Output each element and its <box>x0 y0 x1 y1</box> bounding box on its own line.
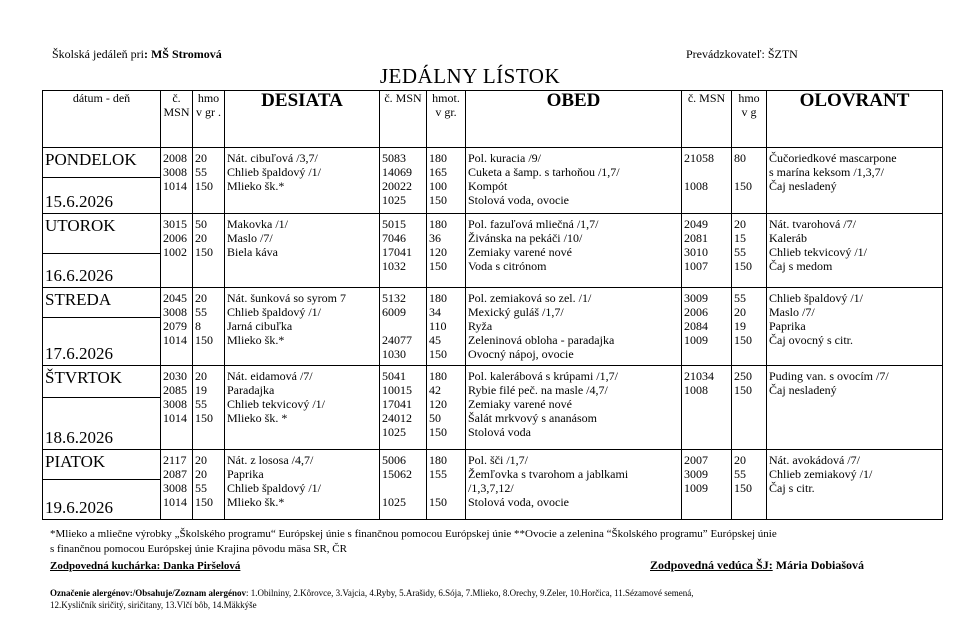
obed-msn-line: 5132 <box>382 291 406 305</box>
desiata-msn-line: 3008 <box>163 165 187 179</box>
desiata-items-line: Chlieb špaldový /1/ <box>227 305 321 319</box>
obed-msn-line <box>382 319 424 333</box>
olovrant-msn-line: 2084 <box>684 319 708 333</box>
olovrant-msn-codes <box>682 366 732 450</box>
desiata-weights <box>193 288 225 366</box>
desiata-msn-codes <box>161 148 193 214</box>
olovrant-items-line: Čučoriedkové mascarpone <box>769 151 897 165</box>
day-row <box>43 214 943 254</box>
olovrant-msn-line: 21058 <box>684 151 714 165</box>
olovrant-msn-line: 2081 <box>684 231 708 245</box>
desiata-items <box>225 288 380 366</box>
olovrant-w-line: 20 <box>734 453 746 467</box>
obed-weights <box>427 148 466 214</box>
olovrant-items <box>767 214 943 288</box>
obed-msn-line: 20022 <box>382 179 412 193</box>
desiata-items <box>225 148 380 214</box>
desiata-items-line: Biela káva <box>227 245 278 259</box>
olovrant-weights <box>732 450 767 520</box>
olovrant-msn-line: 1008 <box>684 383 708 397</box>
obed-w-line: 36 <box>429 231 441 245</box>
olovrant-w-line: 250 <box>734 369 752 383</box>
olovrant-w-line <box>734 165 764 179</box>
olovrant-msn-line: 2049 <box>684 217 708 231</box>
responsible-manager: Zodpovedná vedúca ŠJ: Mária Dobiašová <box>650 558 865 572</box>
olovrant-items <box>767 366 943 450</box>
obed-msn-line: 14069 <box>382 165 412 179</box>
desiata-items-line: Makovka /1/ <box>227 217 288 231</box>
obed-msn-codes <box>380 214 427 288</box>
desiata-msn-line: 2008 <box>163 151 187 165</box>
desiata-msn-line: 2030 <box>163 369 187 383</box>
olovrant-items-line: Chlieb špaldový /1/ <box>769 291 863 305</box>
desiata-weights <box>193 214 225 288</box>
obed-items <box>466 148 682 214</box>
obed-w-line: 180 <box>429 369 447 383</box>
desiata-items-line: Mlieko šk.* <box>227 495 285 509</box>
obed-items-line: Pol. kalerábová s krúpami /1,7/ <box>468 369 618 383</box>
desiata-msn-codes <box>161 450 193 520</box>
desiata-weights <box>193 366 225 450</box>
obed-msn-codes <box>380 450 427 520</box>
desiata-msn-line: 2045 <box>163 291 187 305</box>
col-olovrant: OLOVRANT <box>767 91 943 148</box>
desiata-items-line: Nát. z lososa /4,7/ <box>227 453 314 467</box>
obed-items <box>466 288 682 366</box>
obed-msn-line: 1032 <box>382 259 406 273</box>
obed-msn-line: 1030 <box>382 347 406 361</box>
col-weight-2: hmot. v gr. <box>427 91 466 148</box>
desiata-msn-codes <box>161 366 193 450</box>
olovrant-msn-line: 3010 <box>684 245 708 259</box>
obed-msn-line: 7046 <box>382 231 406 245</box>
obed-msn-line: 6009 <box>382 305 406 319</box>
obed-w-line: 180 <box>429 291 447 305</box>
olovrant-items-line: Kaleráb <box>769 231 807 245</box>
col-weight-1: hmo v gr . <box>193 91 225 148</box>
olovrant-items-line: Paprika <box>769 319 806 333</box>
day-name: UTOROK <box>43 214 161 254</box>
olovrant-msn-codes <box>682 288 732 366</box>
footnote-2: s finančnou pomocou Európskej únie Krajina pôvodu mäsa SR, ČR <box>50 543 347 555</box>
obed-msn-line <box>382 481 424 495</box>
olovrant-w-line: 15 <box>734 231 746 245</box>
olovrant-weights <box>732 288 767 366</box>
obed-msn-line: 24077 <box>382 333 412 347</box>
desiata-items-line: Mlieko šk.* <box>227 179 285 193</box>
desiata-w-line: 150 <box>195 333 213 347</box>
desiata-w-line: 20 <box>195 453 207 467</box>
obed-items-line: Stolová voda <box>468 425 531 439</box>
day-row <box>43 366 943 398</box>
desiata-msn-line: 3008 <box>163 305 187 319</box>
desiata-msn-line: 3008 <box>163 397 187 411</box>
day-date: 16.6.2026 <box>43 254 161 288</box>
olovrant-msn-line: 1008 <box>684 179 708 193</box>
obed-items <box>466 214 682 288</box>
day-date: 17.6.2026 <box>43 318 161 366</box>
desiata-w-line: 20 <box>195 151 207 165</box>
olovrant-w-line: 150 <box>734 179 752 193</box>
obed-items-line: Pol. kuracia /9/ <box>468 151 541 165</box>
olovrant-items-line: Čaj s citr. <box>769 481 815 495</box>
obed-items-line: Zemiaky varené nové <box>468 245 572 259</box>
desiata-msn-line: 2087 <box>163 467 187 481</box>
obed-w-line: 120 <box>429 397 447 411</box>
obed-w-line: 50 <box>429 411 441 425</box>
obed-items <box>466 450 682 520</box>
olovrant-items-line: Chlieb zemiakový /1/ <box>769 467 873 481</box>
desiata-msn-line: 1014 <box>163 495 187 509</box>
menu-table <box>42 90 943 520</box>
desiata-items <box>225 214 380 288</box>
obed-items-line: Žemľovka s tvarohom a jablkami <box>468 467 629 481</box>
desiata-w-line: 55 <box>195 481 207 495</box>
desiata-msn-line: 2006 <box>163 231 187 245</box>
col-msn-2: č. MSN <box>380 91 427 148</box>
col-msn-3: č. MSN <box>682 91 732 148</box>
obed-w-line: 150 <box>429 425 447 439</box>
olovrant-msn-line: 1007 <box>684 259 708 273</box>
desiata-w-line: 150 <box>195 411 213 425</box>
desiata-items-line: Chlieb špaldový /1/ <box>227 165 321 179</box>
desiata-items-line: Jarná cibuľka <box>227 319 293 333</box>
obed-items-line: Stolová voda, ovocie <box>468 193 569 207</box>
desiata-items-line: Paradajka <box>227 383 275 397</box>
obed-items-line: Kompót <box>468 179 508 193</box>
obed-items-line: Stolová voda, ovocie <box>468 495 569 509</box>
obed-items-line: Voda s citrónom <box>468 259 547 273</box>
obed-w-line: 110 <box>429 319 447 333</box>
desiata-items-line: Nát. šunková so syrom 7 <box>227 291 346 305</box>
desiata-w-line: 20 <box>195 291 207 305</box>
desiata-weights <box>193 450 225 520</box>
olovrant-items-line: Nát. avokádová /7/ <box>769 453 860 467</box>
olovrant-msn-line: 3009 <box>684 291 708 305</box>
desiata-items-line: Mlieko šk.* <box>227 333 285 347</box>
olovrant-msn-line <box>684 165 729 179</box>
obed-items-line: Zeleninová obloha - paradajka <box>468 333 615 347</box>
desiata-w-line: 20 <box>195 467 207 481</box>
obed-msn-line: 17041 <box>382 245 412 259</box>
desiata-msn-line: 2079 <box>163 319 187 333</box>
olovrant-w-line: 55 <box>734 291 746 305</box>
obed-w-line: 120 <box>429 245 447 259</box>
day-date: 15.6.2026 <box>43 178 161 214</box>
obed-items-line: Pol. fazuľová mliečná /1,7/ <box>468 217 599 231</box>
olovrant-items-line: Čaj s medom <box>769 259 833 273</box>
page-title: JEDÁLNY LÍSTOK <box>379 64 561 88</box>
day-name: ŠTVRTOK <box>43 366 161 398</box>
obed-items-line: Ryža <box>468 319 493 333</box>
obed-items-line: /1,3,7,12/ <box>468 481 514 495</box>
obed-msn-codes <box>380 148 427 214</box>
day-row <box>43 450 943 480</box>
olovrant-w-line: 150 <box>734 481 752 495</box>
obed-msn-line: 15062 <box>382 467 412 481</box>
obed-items-line: Zemiaky varené nové <box>468 397 572 411</box>
olovrant-w-line: 19 <box>734 319 746 333</box>
col-weight-3: hmo v g <box>732 91 767 148</box>
olovrant-msn-codes <box>682 214 732 288</box>
olovrant-w-line: 55 <box>734 467 746 481</box>
obed-w-line <box>429 481 463 495</box>
obed-w-line: 150 <box>429 495 447 509</box>
responsible-cook: Zodpovedná kuchárka: Danka Piršelová <box>50 560 241 572</box>
desiata-msn-line: 1014 <box>163 179 187 193</box>
obed-w-line: 180 <box>429 453 447 467</box>
obed-w-line: 34 <box>429 305 441 319</box>
desiata-msn-line: 2085 <box>163 383 187 397</box>
desiata-w-line: 150 <box>195 245 213 259</box>
olovrant-items-line: s marína keksom /1,3,7/ <box>769 165 884 179</box>
desiata-items-line: Mlieko šk. * <box>227 411 288 425</box>
obed-w-line: 155 <box>429 467 447 481</box>
obed-w-line: 100 <box>429 179 447 193</box>
obed-msn-line: 24012 <box>382 411 412 425</box>
desiata-items-line: Chlieb tekvicový /1/ <box>227 397 325 411</box>
olovrant-w-line: 80 <box>734 151 746 165</box>
olovrant-w-line: 20 <box>734 305 746 319</box>
olovrant-weights <box>732 366 767 450</box>
desiata-w-line: 20 <box>195 231 207 245</box>
olovrant-weights <box>732 148 767 214</box>
obed-msn-line: 5083 <box>382 151 406 165</box>
obed-items-line: Mexický guláš /1,7/ <box>468 305 564 319</box>
olovrant-items-line: Nát. tvarohová /7/ <box>769 217 856 231</box>
obed-items-line: Šalát mrkvový s ananásom <box>468 411 597 425</box>
desiata-w-line: 8 <box>195 319 201 333</box>
olovrant-items-line: Maslo /7/ <box>769 305 815 319</box>
obed-msn-line: 1025 <box>382 193 406 207</box>
olovrant-w-line: 150 <box>734 259 752 273</box>
olovrant-items-line: Čaj nesladený <box>769 179 837 193</box>
day-row <box>43 288 943 318</box>
olovrant-msn-line: 2007 <box>684 453 708 467</box>
obed-weights <box>427 288 466 366</box>
day-name: PIATOK <box>43 450 161 480</box>
olovrant-weights <box>732 214 767 288</box>
obed-w-line: 165 <box>429 165 447 179</box>
obed-msn-line: 1025 <box>382 425 406 439</box>
olovrant-msn-codes <box>682 450 732 520</box>
olovrant-items <box>767 450 943 520</box>
obed-items-line: Živánska na pekáči /10/ <box>468 231 583 245</box>
olovrant-items <box>767 288 943 366</box>
obed-msn-line: 5006 <box>382 453 406 467</box>
obed-msn-line: 5015 <box>382 217 406 231</box>
obed-w-line: 180 <box>429 217 447 231</box>
olovrant-msn-line: 3009 <box>684 467 708 481</box>
desiata-w-line: 150 <box>195 179 213 193</box>
obed-weights <box>427 366 466 450</box>
obed-items <box>466 366 682 450</box>
olovrant-items-line: Čaj nesladený <box>769 383 837 397</box>
col-msn-1: č. MSN <box>161 91 193 148</box>
desiata-items-line: Maslo /7/ <box>227 231 273 245</box>
desiata-items <box>225 366 380 450</box>
desiata-w-line: 150 <box>195 495 213 509</box>
desiata-items-line: Nát. eidamová /7/ <box>227 369 313 383</box>
olovrant-items-line: Puding van. s ovocím /7/ <box>769 369 889 383</box>
day-date: 18.6.2026 <box>43 398 161 450</box>
obed-msn-codes <box>380 288 427 366</box>
desiata-items-line: Chlieb špaldový /1/ <box>227 481 321 495</box>
desiata-w-line: 55 <box>195 165 207 179</box>
olovrant-msn-codes <box>682 148 732 214</box>
olovrant-w-line: 150 <box>734 333 752 347</box>
olovrant-w-line: 20 <box>734 217 746 231</box>
obed-items-line: Pol. zemiaková so zel. /1/ <box>468 291 592 305</box>
obed-weights <box>427 214 466 288</box>
obed-w-line: 180 <box>429 151 447 165</box>
olovrant-msn-line: 1009 <box>684 481 708 495</box>
allergen-legend: Označenie alergénov:/Obsahuje/Zoznam alergénov: 1.Obilniny, 2.Kôrovce, 3.Vajcia, 4.Ryby, 5.Arašidy, 6.Sója, 7.Mlieko, 8.Orechy, 9.Zeler, 10.Horčica, 11.Sézamové semená, <box>50 588 694 598</box>
desiata-w-line: 50 <box>195 217 207 231</box>
desiata-msn-line: 2117 <box>163 453 187 467</box>
obed-w-line: 150 <box>429 259 447 273</box>
olovrant-msn-line: 21034 <box>684 369 714 383</box>
desiata-w-line: 55 <box>195 397 207 411</box>
obed-w-line: 42 <box>429 383 441 397</box>
day-date: 19.6.2026 <box>43 480 161 520</box>
day-name: STREDA <box>43 288 161 318</box>
olovrant-items-line: Čaj ovocný s citr. <box>769 333 853 347</box>
col-obed: OBED <box>466 91 682 148</box>
desiata-w-line: 19 <box>195 383 207 397</box>
desiata-msn-codes <box>161 214 193 288</box>
obed-weights <box>427 450 466 520</box>
desiata-weights <box>193 148 225 214</box>
obed-items-line: Cuketa a šamp. s tarhoňou /1,7/ <box>468 165 620 179</box>
col-desiata: DESIATA <box>225 91 380 148</box>
desiata-msn-line: 1002 <box>163 245 187 259</box>
col-date-day: dátum - deň <box>43 91 161 148</box>
obed-w-line: 150 <box>429 193 447 207</box>
desiata-msn-line: 3008 <box>163 481 187 495</box>
obed-items-line: Ovocný nápoj, ovocie <box>468 347 574 361</box>
desiata-items-line: Nát. cibuľová /3,7/ <box>227 151 318 165</box>
desiata-items-line: Paprika <box>227 467 264 481</box>
day-name: PONDELOK <box>43 148 161 178</box>
obed-msn-codes <box>380 366 427 450</box>
olovrant-w-line: 150 <box>734 383 752 397</box>
desiata-msn-line: 3015 <box>163 217 187 231</box>
obed-msn-line: 5041 <box>382 369 406 383</box>
desiata-w-line: 55 <box>195 305 207 319</box>
olovrant-msn-line: 1009 <box>684 333 708 347</box>
olovrant-msn-line: 2006 <box>684 305 708 319</box>
desiata-items <box>225 450 380 520</box>
obed-items-line: Rybie filé peč. na masle /4,7/ <box>468 383 608 397</box>
day-row <box>43 148 943 178</box>
obed-msn-line: 1025 <box>382 495 406 509</box>
obed-items-line: Pol. šči /1,7/ <box>468 453 529 467</box>
olovrant-items <box>767 148 943 214</box>
obed-w-line: 150 <box>429 347 447 361</box>
desiata-msn-line: 1014 <box>163 411 187 425</box>
obed-msn-line: 17041 <box>382 397 412 411</box>
olovrant-items-line: Chlieb tekvicový /1/ <box>769 245 867 259</box>
obed-msn-line: 10015 <box>382 383 412 397</box>
desiata-w-line: 20 <box>195 369 207 383</box>
footnote-1: *Mlieko a mliečne výrobky „Školského programu“ Európskej únie s finančnou pomocou Európskej únie **Ovocie a zelenina “Školského programu” Európskej únie <box>50 528 777 540</box>
school-name: Školská jedáleň pri: MŠ Stromová <box>52 47 222 61</box>
desiata-msn-line: 1014 <box>163 333 187 347</box>
operator: Prevádzkovateľ: ŠZTN <box>686 47 798 61</box>
desiata-msn-codes <box>161 288 193 366</box>
obed-w-line: 45 <box>429 333 441 347</box>
allergen-legend-2: 12.Kysličník siričitý, siričitany, 13.Vlčí bôb, 14.Mäkkýše <box>50 600 257 610</box>
olovrant-w-line: 55 <box>734 245 746 259</box>
